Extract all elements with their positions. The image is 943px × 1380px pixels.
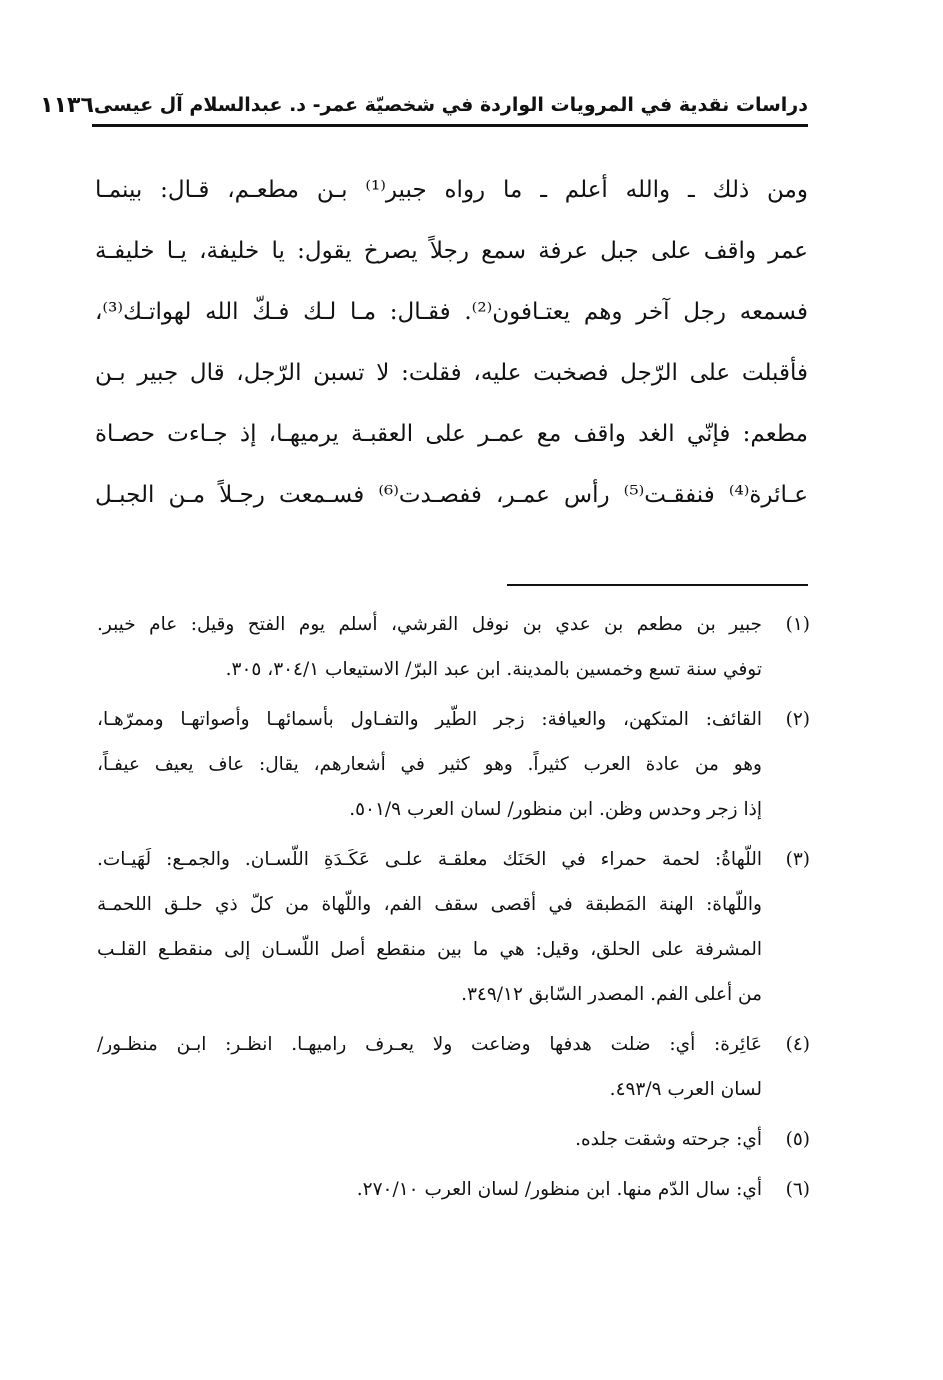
footnote-2-line bbox=[97, 787, 810, 832]
footnote-text: وهو من عادة العرب كثيراً. وهو كثير في أشعارهم، يقال: عاف يعيف عيفـاً، bbox=[97, 754, 762, 775]
footnote-2 bbox=[97, 697, 810, 742]
footnote-text: عَائِرة: أي: ضلت هدفها وضاعت ولا يعـرف راميهـا. انظـر: ابـن منظـور/ bbox=[97, 1034, 762, 1055]
footnote-3-line bbox=[97, 882, 810, 927]
footnotes bbox=[97, 602, 810, 1212]
footnote-text: واللّهاة: الهنة المَطبقة في أقصى سقف الفم، واللّهاة من كلّ ذي حلـق اللحمـة bbox=[97, 894, 762, 915]
footnote-3-line bbox=[97, 927, 810, 972]
footnote-separator bbox=[507, 584, 808, 586]
footnote-2-line bbox=[97, 742, 810, 787]
footnote-4 bbox=[97, 1022, 810, 1067]
header-rule bbox=[92, 124, 808, 127]
footnote-number: (٣) bbox=[785, 849, 810, 870]
footnote-text: المشرفة على الحلق، وقيل: هي ما بين منقطع أصل اللّسـان إلى منقطـع القلـب bbox=[97, 939, 762, 960]
footnote-number: (٦) bbox=[785, 1179, 810, 1200]
footnote-text: جبير بن مطعم بن عدي بن نوفل القرشي، أسلم يوم الفتح وقيل: عام خيبر. bbox=[97, 614, 762, 635]
body-line: مطعم: فإنّي الغد واقف مع عمـر على العقبـة يرميهـا، إذ جـاءت حصـاة bbox=[95, 421, 808, 447]
footnote-1 bbox=[97, 602, 810, 647]
footnote-text: لسان العرب ٤٩٣/٩. bbox=[609, 1079, 762, 1100]
page-number: ١١٣٦ bbox=[40, 92, 94, 118]
footnote-5 bbox=[97, 1117, 810, 1162]
main-text bbox=[95, 160, 808, 526]
body-line: ومن ذلك ـ والله أعلم ـ ما رواه جبير⁽¹⁾ بـن مطعـم، قـال: بينمـا bbox=[95, 177, 808, 203]
footnote-text: اللّهاةُ: لحمة حمراء في الحَنَك معلقـة علـى عَكَـدَةِ اللّسـان. والجمـع: لَهَيـات. bbox=[97, 849, 762, 870]
footnote-text: إذا زجر وحدس وظن. ابن منظور/ لسان العرب ٥٠١/٩. bbox=[349, 799, 762, 820]
page-header bbox=[40, 88, 808, 122]
footnote-text: أي: جرحته وشقت جلده. bbox=[575, 1129, 762, 1150]
footnote-1-line bbox=[97, 647, 810, 692]
footnote-6 bbox=[97, 1167, 810, 1212]
footnote-number: (٢) bbox=[785, 709, 810, 730]
footnote-number: (١) bbox=[785, 614, 810, 635]
body-line: عمر واقف على جبل عرفة سمع رجلاً يصرخ يقول: يا خليفة، يـا خليفـة bbox=[95, 238, 808, 264]
footnote-3 bbox=[97, 837, 810, 882]
body-line: فأقبلت على الرّجل فصخبت عليه، فقلت: لا تسبن الرّجل، قال جبير بـن bbox=[95, 360, 808, 386]
footnote-number: (٤) bbox=[785, 1034, 810, 1055]
body-line: عـائرة⁽⁴⁾ فنفقـت⁽⁵⁾ رأس عمـر، ففصـدت⁽⁶⁾ فسـمعت رجـلاً مـن الجبـل bbox=[95, 482, 808, 508]
footnote-4-line bbox=[97, 1067, 810, 1112]
footnote-text: من أعلى الفم. المصدر السّابق ٣٤٩/١٢. bbox=[461, 984, 762, 1005]
footnote-3-line bbox=[97, 972, 810, 1017]
footnote-text: أي: سال الدّم منها. ابن منظور/ لسان العرب ٢٧٠/١٠. bbox=[356, 1179, 762, 1200]
body-line: فسمعه رجل آخر وهم يعتـافون⁽²⁾. فقـال: مـا لـك فـكّ الله لهواتـك⁽³⁾، bbox=[95, 299, 808, 325]
footnote-number: (٥) bbox=[785, 1129, 810, 1150]
footnote-text: القائف: المتكهن، والعيافة: زجر الطّير والتفـاول بأسمائهـا وأصواتهـا وممرّهـا، bbox=[97, 709, 762, 730]
running-title: دراسات نقدية في المرويات الواردة في شخصيّة عمر- د. عبدالسلام آل عيسى bbox=[93, 94, 808, 116]
footnote-text: توفي سنة تسع وخمسين بالمدينة. ابن عبد البرّ/ الاستيعاب ٣٠٤/١، ٣٠٥. bbox=[225, 659, 762, 680]
